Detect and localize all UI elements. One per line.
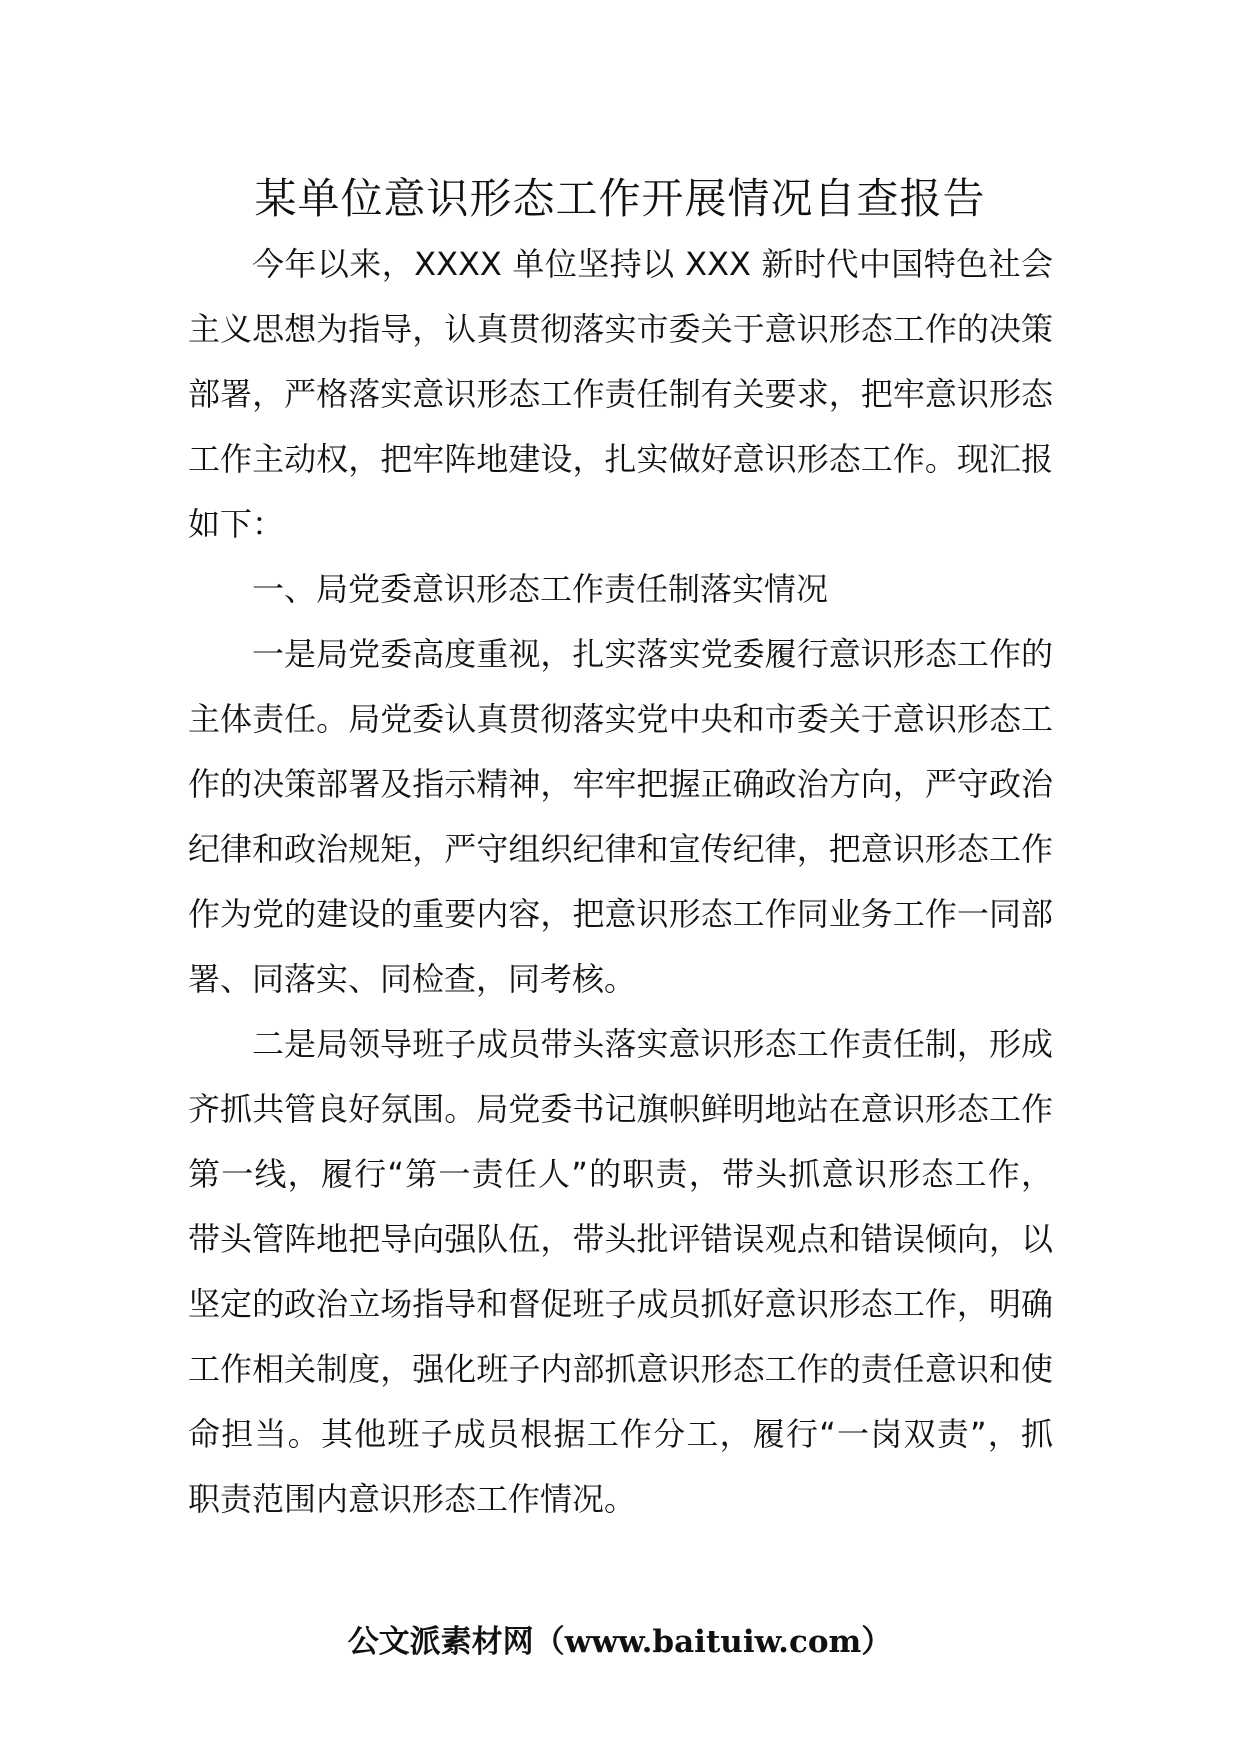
body-paragraph-1: 一是局党委高度重视，扎实落实党委履行意识形态工作的主体责任。局党委认真贯彻落实党中央和市委关于意识形态工作的决策部署及指示精神，牢牢把握正确政治方向，严守政治纪律和政治规矩，严守组织纪律和宣传纪律，把意识形态工作作为党的建设的重要内容，把意识形态工作同业务工作一同部署、同落实、同检查，同考核。 xyxy=(188,635,1053,998)
section-heading: 一、局党委意识形态工作责任制落实情况 xyxy=(252,570,829,608)
document-title: 某单位意识形态工作开展情况自查报告 xyxy=(254,174,986,223)
intro-paragraph: 今年以来，XXXX 单位坚持以 XXX 新时代中国特色社会主义思想为指导，认真贯彻落实市委关于意识形态工作的决策部署，严格落实意识形态工作责任制有关要求，把牢意识形态工作主动权，把牢阵地建设，扎实做好意识形态工作。现汇报如下： xyxy=(188,245,1053,543)
watermark-footer: 公文派素材网（www.baituiw.com） xyxy=(347,1624,893,1660)
document-body xyxy=(188,232,1053,1532)
body-paragraph-2: 二是局领导班子成员带头落实意识形态工作责任制，形成齐抓共管良好氛围。局党委书记旗帜鲜明地站在意识形态工作第一线，履行“第一责任人”的职责，带头抓意识形态工作，带头管阵地把导向强队伍，带头批评错误观点和错误倾向，以坚定的政治立场指导和督促班子成员抓好意识形态工作，明确工作相关制度，强化班子内部抓意识形态工作的责任意识和使命担当。其他班子成员根据工作分工，履行“一岗双责”，抓职责范围内意识形态工作情况。 xyxy=(188,1025,1053,1518)
